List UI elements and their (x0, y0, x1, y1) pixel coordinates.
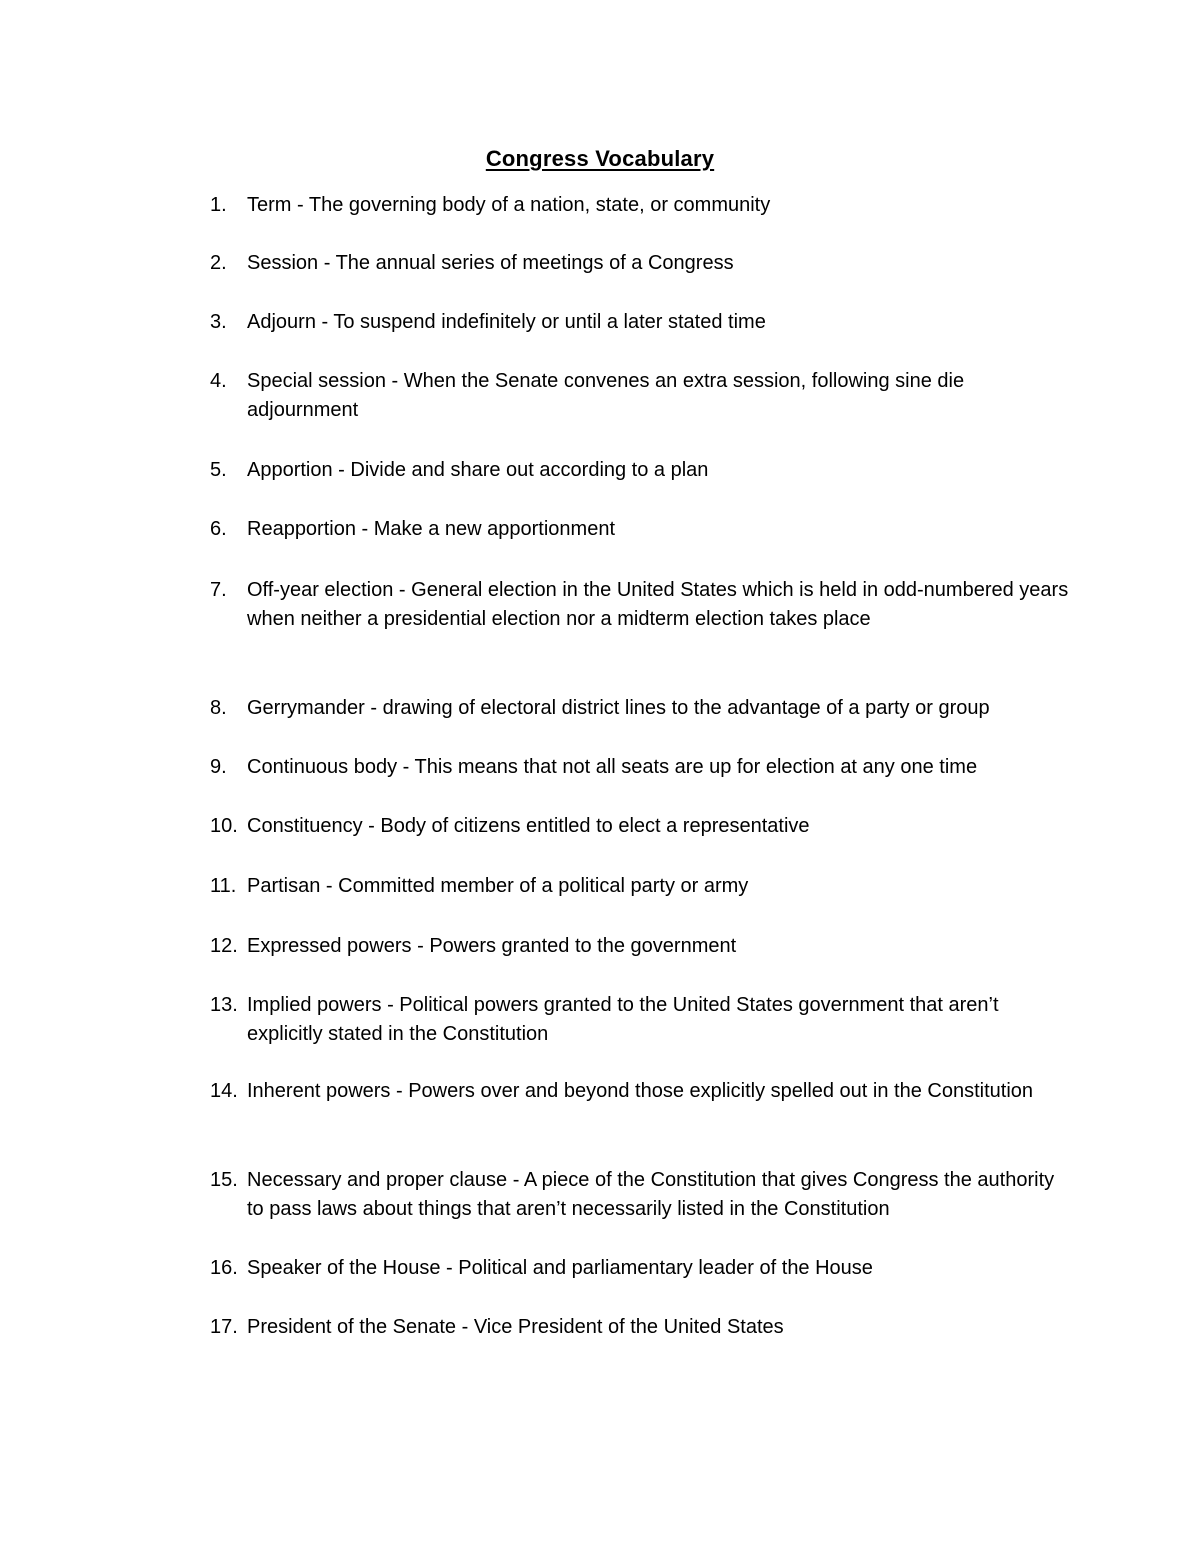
vocab-definition: General election in the United States which is held in odd-numbered years when neither a presidential election nor a midterm election takes place (247, 579, 1069, 630)
vocab-definition: A piece of the Constitution that gives Congress the authority to pass laws about things that aren’t necessarily listed in the Constitution (247, 1169, 1055, 1220)
vocab-definition: When the Senate convenes an extra session, following sine die adjournment (247, 370, 965, 421)
item-text (247, 576, 1070, 634)
item-text (247, 991, 1070, 1049)
vocab-term: Implied powers (247, 994, 382, 1016)
item-text (247, 515, 1070, 544)
item-number: 13. (210, 994, 238, 1016)
vocab-term: Term (247, 194, 292, 216)
item-number: 1. (210, 194, 227, 216)
item-text (247, 249, 1070, 278)
item-text (247, 694, 1070, 723)
term-separator: - (393, 579, 412, 601)
list-item (210, 576, 1070, 634)
item-number: 11. (210, 875, 237, 897)
vocab-definition: Political and parliamentary leader of the House (458, 1257, 873, 1279)
term-separator: - (385, 370, 404, 392)
item-number: 12. (210, 935, 238, 957)
term-separator: - (411, 935, 430, 957)
vocab-term: Special session (247, 370, 386, 392)
term-separator: - (456, 1316, 474, 1338)
item-text (247, 932, 1070, 961)
vocab-definition: The annual series of meetings of a Congress (335, 252, 734, 274)
item-number: 7. (210, 579, 227, 601)
vocab-term: Necessary and proper clause (247, 1169, 508, 1191)
item-number: 6. (210, 518, 227, 540)
vocab-term: Session (247, 252, 319, 274)
term-separator: - (291, 194, 309, 216)
list-item (210, 308, 1070, 337)
term-separator: - (318, 252, 336, 274)
vocab-term: Gerrymander (247, 697, 365, 719)
item-number: 10. (210, 815, 238, 837)
list-item (210, 1254, 1070, 1283)
item-text (247, 456, 1070, 485)
list-item (210, 367, 1070, 425)
vocab-definition: drawing of electoral district lines to the advantage of a party or group (382, 697, 990, 719)
item-text (247, 1313, 1070, 1342)
term-separator: - (332, 459, 351, 481)
vocab-term: Expressed powers (247, 935, 412, 957)
vocab-term: Off-year election (247, 579, 394, 601)
item-text (247, 367, 1070, 425)
item-text (247, 1254, 1070, 1283)
item-text (247, 753, 1070, 782)
page-title: Congress Vocabulary (485, 146, 715, 171)
item-number: 16. (210, 1257, 238, 1279)
list-item (210, 249, 1070, 278)
list-item (210, 812, 1070, 841)
vocab-definition: The governing body of a nation, state, or community (308, 194, 771, 216)
vocab-definition: Powers over and beyond those explicitly spelled out in the Constitution (408, 1080, 1034, 1102)
list-item (210, 1313, 1070, 1342)
vocab-term: Speaker of the House (247, 1257, 441, 1279)
item-number: 9. (210, 756, 227, 778)
item-text (247, 872, 1070, 901)
vocab-definition: Divide and share out according to a plan (350, 459, 709, 481)
term-separator: - (362, 815, 381, 837)
item-text (247, 308, 1070, 337)
item-text (247, 191, 1070, 220)
vocab-definition: Powers granted to the government (429, 935, 737, 957)
vocab-term: Constituency (247, 815, 363, 837)
list-item (210, 872, 1070, 901)
list-item (210, 456, 1070, 485)
term-separator: - (355, 518, 374, 540)
vocab-definition: To suspend indefinitely or until a later stated time (333, 311, 766, 333)
list-item (210, 515, 1070, 544)
list-item (210, 191, 1070, 220)
list-item (210, 1166, 1070, 1224)
list-item (210, 1077, 1070, 1106)
item-number: 3. (210, 311, 227, 333)
vocab-definition: Make a new apportionment (373, 518, 615, 540)
vocab-definition: Vice President of the United States (473, 1316, 784, 1338)
vocab-term: Apportion (247, 459, 333, 481)
term-separator: - (390, 1080, 409, 1102)
list-item (210, 932, 1070, 961)
vocab-term: Continuous body (247, 756, 398, 778)
item-number: 2. (210, 252, 227, 274)
vocab-definition: Body of citizens entitled to elect a representative (380, 815, 810, 837)
term-separator: - (364, 697, 383, 719)
vocab-term: Inherent powers (247, 1080, 391, 1102)
item-number: 15. (210, 1169, 238, 1191)
term-separator: - (397, 756, 415, 778)
vocab-definition: Committed member of a political party or army (338, 875, 749, 897)
term-separator: - (320, 875, 339, 897)
item-text (247, 1166, 1070, 1224)
vocab-definition: This means that not all seats are up for election at any one time (414, 756, 978, 778)
item-text (247, 1077, 1070, 1106)
term-separator: - (440, 1257, 459, 1279)
item-number: 4. (210, 370, 227, 392)
vocab-term: Adjourn (247, 311, 316, 333)
vocab-term: Partisan (247, 875, 321, 897)
item-number: 5. (210, 459, 227, 481)
term-separator: - (507, 1169, 524, 1191)
vocab-term: Reapportion (247, 518, 356, 540)
list-item (210, 753, 1070, 782)
item-number: 17. (210, 1316, 238, 1338)
vocab-definition: Political powers granted to the United States government that aren’t explicitly stated in the Constitution (247, 994, 999, 1045)
vocab-term: President of the Senate (247, 1316, 457, 1338)
item-number: 14. (210, 1080, 238, 1102)
list-item (210, 694, 1070, 723)
term-separator: - (381, 994, 400, 1016)
term-separator: - (315, 311, 334, 333)
item-text (247, 812, 1070, 841)
item-number: 8. (210, 697, 227, 719)
list-item (210, 991, 1070, 1049)
